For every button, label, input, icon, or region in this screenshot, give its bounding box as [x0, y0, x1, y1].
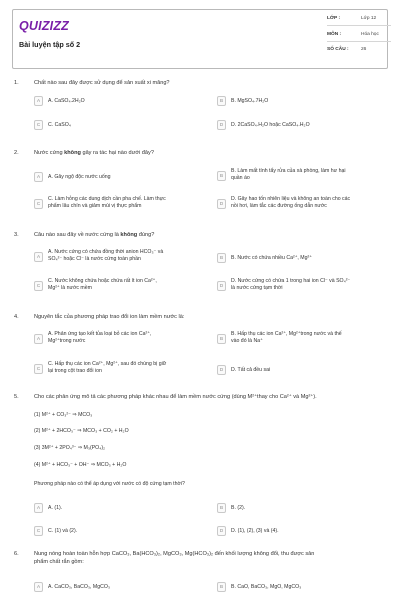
option-letter: B: [217, 171, 226, 181]
question-text: Nung nóng hoàn toàn hỗn hợp CaCO₃, Ba(HCO₃)₂, MgCO₃, Mg(HCO₃)₂ đến khối lượng không đổi, thu được sản phẩm chất rắn gồm:: [34, 551, 315, 565]
option-text: B. (2).: [231, 505, 246, 511]
option-c[interactable]: [34, 525, 210, 539]
option-text: D. 2CaSO₄.H₂O hoặc CaSO₄.H₂O: [231, 122, 310, 128]
option-text: C. Làm hỏng các dung dịch cần pha chế. Làm thực phẩm lâu chín và giảm mùi vị thực phẩm: [48, 196, 166, 210]
option-b[interactable]: [217, 581, 388, 595]
option-letter: B: [217, 334, 226, 344]
option-text: A. Gây ngộ độc nước uống: [48, 174, 111, 180]
option-c[interactable]: [34, 196, 210, 210]
question-text: Câu nào sau đây về nước cứng là không đúng?: [34, 232, 155, 238]
question-text: Chất nào sau đây được sử dụng để sản xuất xi măng?: [34, 80, 170, 86]
meta-class-value: Lớp 12: [361, 16, 377, 21]
option-letter: B: [217, 503, 226, 513]
option-text: B. MgSO₄.7H₂O: [231, 98, 269, 104]
option-text: D. (1), (2), (3) và (4).: [231, 528, 279, 534]
option-letter: B: [217, 253, 226, 263]
option-c[interactable]: [34, 119, 210, 133]
option-letter: B: [217, 582, 226, 592]
meta-subject-value: Hóa học: [361, 32, 379, 37]
option-b[interactable]: [217, 95, 388, 109]
meta-class-label: LỚP :: [327, 16, 341, 21]
option-a[interactable]: [34, 502, 210, 516]
meta-subject-label: MÔN :: [327, 32, 342, 37]
option-letter: C: [34, 281, 43, 291]
option-c[interactable]: [34, 278, 210, 292]
option-text: D. Nước cứng có chứa 1 trong hai ion Cl⁻ và SO₄²⁻ là nước cứng tạm thời: [231, 278, 351, 292]
option-letter: A: [34, 172, 43, 182]
option-b[interactable]: [217, 252, 388, 266]
option-text: C. Hấp thụ các ion Ca²⁺, Mg²⁺, sau đó chúng bị giữ lại trong cột trao đổi ion: [48, 361, 167, 375]
worksheet-header: [12, 9, 388, 69]
option-letter: D: [217, 199, 226, 209]
question-number: 5.: [14, 394, 19, 400]
option-letter: C: [34, 120, 43, 130]
option-letter: A: [34, 334, 43, 344]
question-text: Nguyên tắc của phương pháp trao đổi ion làm mềm nước là:: [34, 314, 185, 320]
option-a[interactable]: [34, 249, 210, 263]
option-text: D. Gây hao tốn nhiên liệu và không an toàn cho các nồi hơi, làm tắc các đường ống dẫn nước: [231, 196, 351, 210]
option-letter: C: [34, 199, 43, 209]
option-text: B. Nước có chứa nhiều Ca²⁺, Mg²⁺: [231, 255, 312, 261]
reaction-1: (1) M²⁺ + CO₃²⁻ ⇒ MCO₃: [34, 412, 93, 418]
reaction-4: (4) M²⁺ + HCO₃⁻ + OH⁻ ⇒ MCO₃ + H₂O: [34, 462, 127, 468]
option-a[interactable]: [34, 171, 210, 185]
option-d[interactable]: [217, 525, 388, 539]
option-text: A. CaSO₄.2H₂O: [48, 98, 85, 104]
sub-question: Phương pháp nào có thể áp dụng với nước có độ cứng tạm thời?: [34, 481, 185, 487]
question-number: 3.: [14, 232, 19, 238]
meta-subject: [327, 32, 387, 44]
option-text: B. Làm mất tính tẩy rửa của xà phòng, làm hư hại quần áo: [231, 168, 346, 182]
option-letter: D: [217, 281, 226, 291]
question-text: Cho các phản ứng mô tả các phương pháp khác nhau để làm mềm nước cứng (dùng M²⁺thay cho Ca²⁺ và Mg²⁺).: [34, 394, 317, 400]
meta-count-value: 26: [361, 47, 367, 52]
option-letter: D: [217, 120, 226, 130]
option-text: B. CaO, BaCO₃, MgO, MgCO₃: [231, 584, 302, 590]
reaction-3: (3) 3M²⁺ + 2PO₄³⁻ ⇒ M₃(PO₄)₂: [34, 445, 106, 451]
option-text: C. (1) và (2).: [48, 528, 78, 534]
option-letter: A: [34, 252, 43, 262]
question-number: 6.: [14, 551, 19, 557]
option-text: B. Hấp thụ các ion Ca²⁺, Mg²⁺trong nước và thế vào đó là Na⁺: [231, 331, 342, 345]
option-letter: C: [34, 364, 43, 374]
reaction-2: (2) M²⁺ + 2HCO₃⁻ ⇒ MCO₃ + CO₂ + H₂O: [34, 428, 129, 434]
option-text: A. (1).: [48, 505, 63, 511]
worksheet-title: Bài luyện tập số 2: [19, 40, 81, 49]
option-d[interactable]: [217, 278, 388, 292]
option-text: C. Nước không chứa hoặc chứa rất ít ion Ca²⁺, Mg²⁺ là nước mềm: [48, 278, 157, 292]
option-d[interactable]: [217, 119, 388, 133]
option-letter: D: [217, 526, 226, 536]
option-letter: C: [34, 526, 43, 536]
option-letter: A: [34, 503, 43, 513]
option-a[interactable]: [34, 95, 210, 109]
option-letter: D: [217, 365, 226, 375]
question-number: 2.: [14, 150, 19, 156]
quizizz-logo: QUIZIZZ: [19, 19, 70, 33]
question-number: 4.: [14, 314, 19, 320]
option-text: A. CaCO₃, BaCO₃, MgCO₃: [48, 584, 110, 590]
option-d[interactable]: [217, 196, 388, 210]
meta-class: [327, 16, 387, 28]
option-text: A. Phản ứng tạo kết tủa loại bỏ các ion Ca²⁺, Mg²⁺trong nước: [48, 331, 152, 345]
option-b[interactable]: [217, 331, 388, 345]
option-b[interactable]: [217, 168, 388, 182]
option-a[interactable]: [34, 581, 210, 595]
option-a[interactable]: [34, 331, 210, 345]
question-number: 1.: [14, 80, 19, 86]
option-text: A. Nước cứng có chứa đồng thời anion HCO₃⁻ và SO₄²⁻ hoặc Cl⁻ là nước cứng toàn phần: [48, 249, 164, 263]
option-letter: A: [34, 582, 43, 592]
option-letter: A: [34, 96, 43, 106]
question-text: Nước cứng không gây ra tác hại nào dưới đây?: [34, 150, 154, 156]
meta-count-label: SỐ CÂU :: [327, 47, 349, 52]
option-text: D. Tất cả đều sai: [231, 367, 271, 373]
option-d[interactable]: [217, 364, 388, 378]
option-text: C. CaSO₄: [48, 122, 71, 128]
meta-count: [327, 47, 387, 59]
option-c[interactable]: [34, 361, 210, 375]
option-b[interactable]: [217, 502, 388, 516]
option-letter: B: [217, 96, 226, 106]
